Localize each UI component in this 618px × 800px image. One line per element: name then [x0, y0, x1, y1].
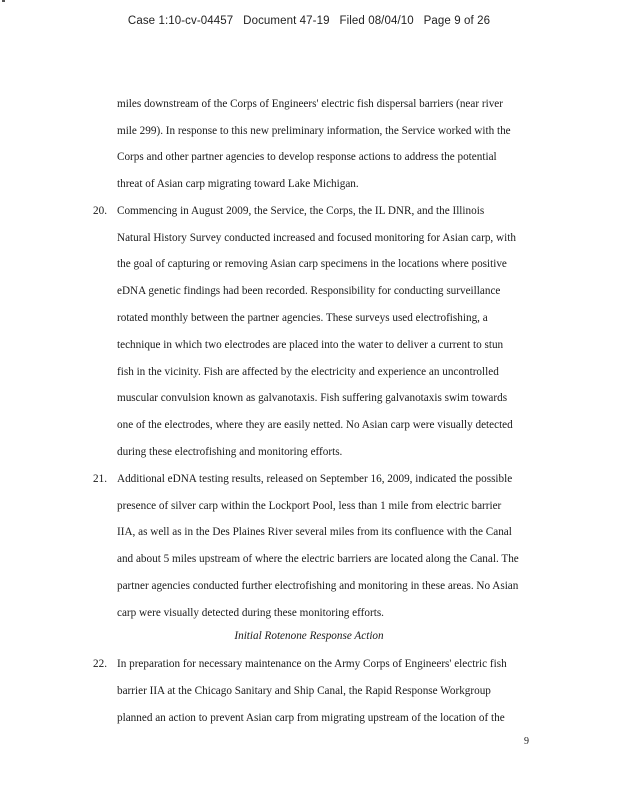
text-line: Natural History Survey conducted increased and focused monitoring for Asian carp, with [117, 232, 516, 244]
paragraph-number: 22. [93, 658, 107, 670]
scan-artifact [2, 0, 5, 2]
text-line: technique in which two electrodes are placed into the water to deliver a current to stun [117, 339, 504, 351]
text-line: partner agencies conducted further electrofishing and monitoring in these areas. No Asian [117, 580, 519, 592]
case-header: Case 1:10-cv-04457 Document 47-19 Filed 08/04/10 Page 9 of 26 [127, 15, 491, 27]
text-line: presence of silver carp within the Lockport Pool, less than 1 mile from electric barrier [117, 500, 502, 512]
text-line: mile 299). In response to this new preliminary information, the Service worked with the [117, 125, 511, 137]
paragraph-number: 20. [93, 205, 107, 217]
page-number: 9 [524, 736, 529, 747]
paragraph-number: 21. [93, 473, 107, 485]
text-line: barrier IIA at the Chicago Sanitary and Ship Canal, the Rapid Response Workgroup [117, 685, 491, 697]
text-line: threat of Asian carp migrating toward Lake Michigan. [117, 178, 359, 190]
text-line: one of the electrodes, where they are easily netted. No Asian carp were visually detected [117, 419, 513, 431]
text-line: during these electrofishing and monitoring efforts. [117, 446, 343, 458]
text-line: carp were visually detected during these monitoring efforts. [117, 607, 384, 619]
text-line: planned an action to prevent Asian carp from migrating upstream of the location of the [117, 712, 505, 724]
text-line: Commencing in August 2009, the Service, the Corps, the IL DNR, and the Illinois [117, 205, 485, 217]
text-line: rotated monthly between the partner agencies. These surveys used electrofishing, a [117, 312, 488, 324]
text-line: muscular convulsion known as galvanotaxis. Fish suffering galvanotaxis swim towards [117, 392, 508, 404]
text-line: Corps and other partner agencies to develop response actions to address the potential [117, 151, 497, 163]
text-line: IIA, as well as in the Des Plaines River several miles from its confluence with the Canal [117, 526, 512, 538]
text-line: Additional eDNA testing results, released on September 16, 2009, indicated the possible [117, 473, 513, 485]
text-line: fish in the vicinity. Fish are affected by the electricity and experience an uncontrolled [117, 366, 499, 378]
text-line: the goal of capturing or removing Asian carp specimens in the locations where positive [117, 258, 507, 270]
text-line: miles downstream of the Corps of Engineers' electric fish dispersal barriers (near river [117, 98, 503, 110]
section-heading: Initial Rotenone Response Action [234, 630, 384, 642]
text-line: In preparation for necessary maintenance on the Army Corps of Engineers' electric fish [117, 658, 507, 670]
text-line: and about 5 miles upstream of where the electric barriers are located along the Canal. The [117, 553, 519, 565]
text-line: eDNA genetic findings had been recorded. Responsibility for conducting surveillance [117, 285, 501, 297]
